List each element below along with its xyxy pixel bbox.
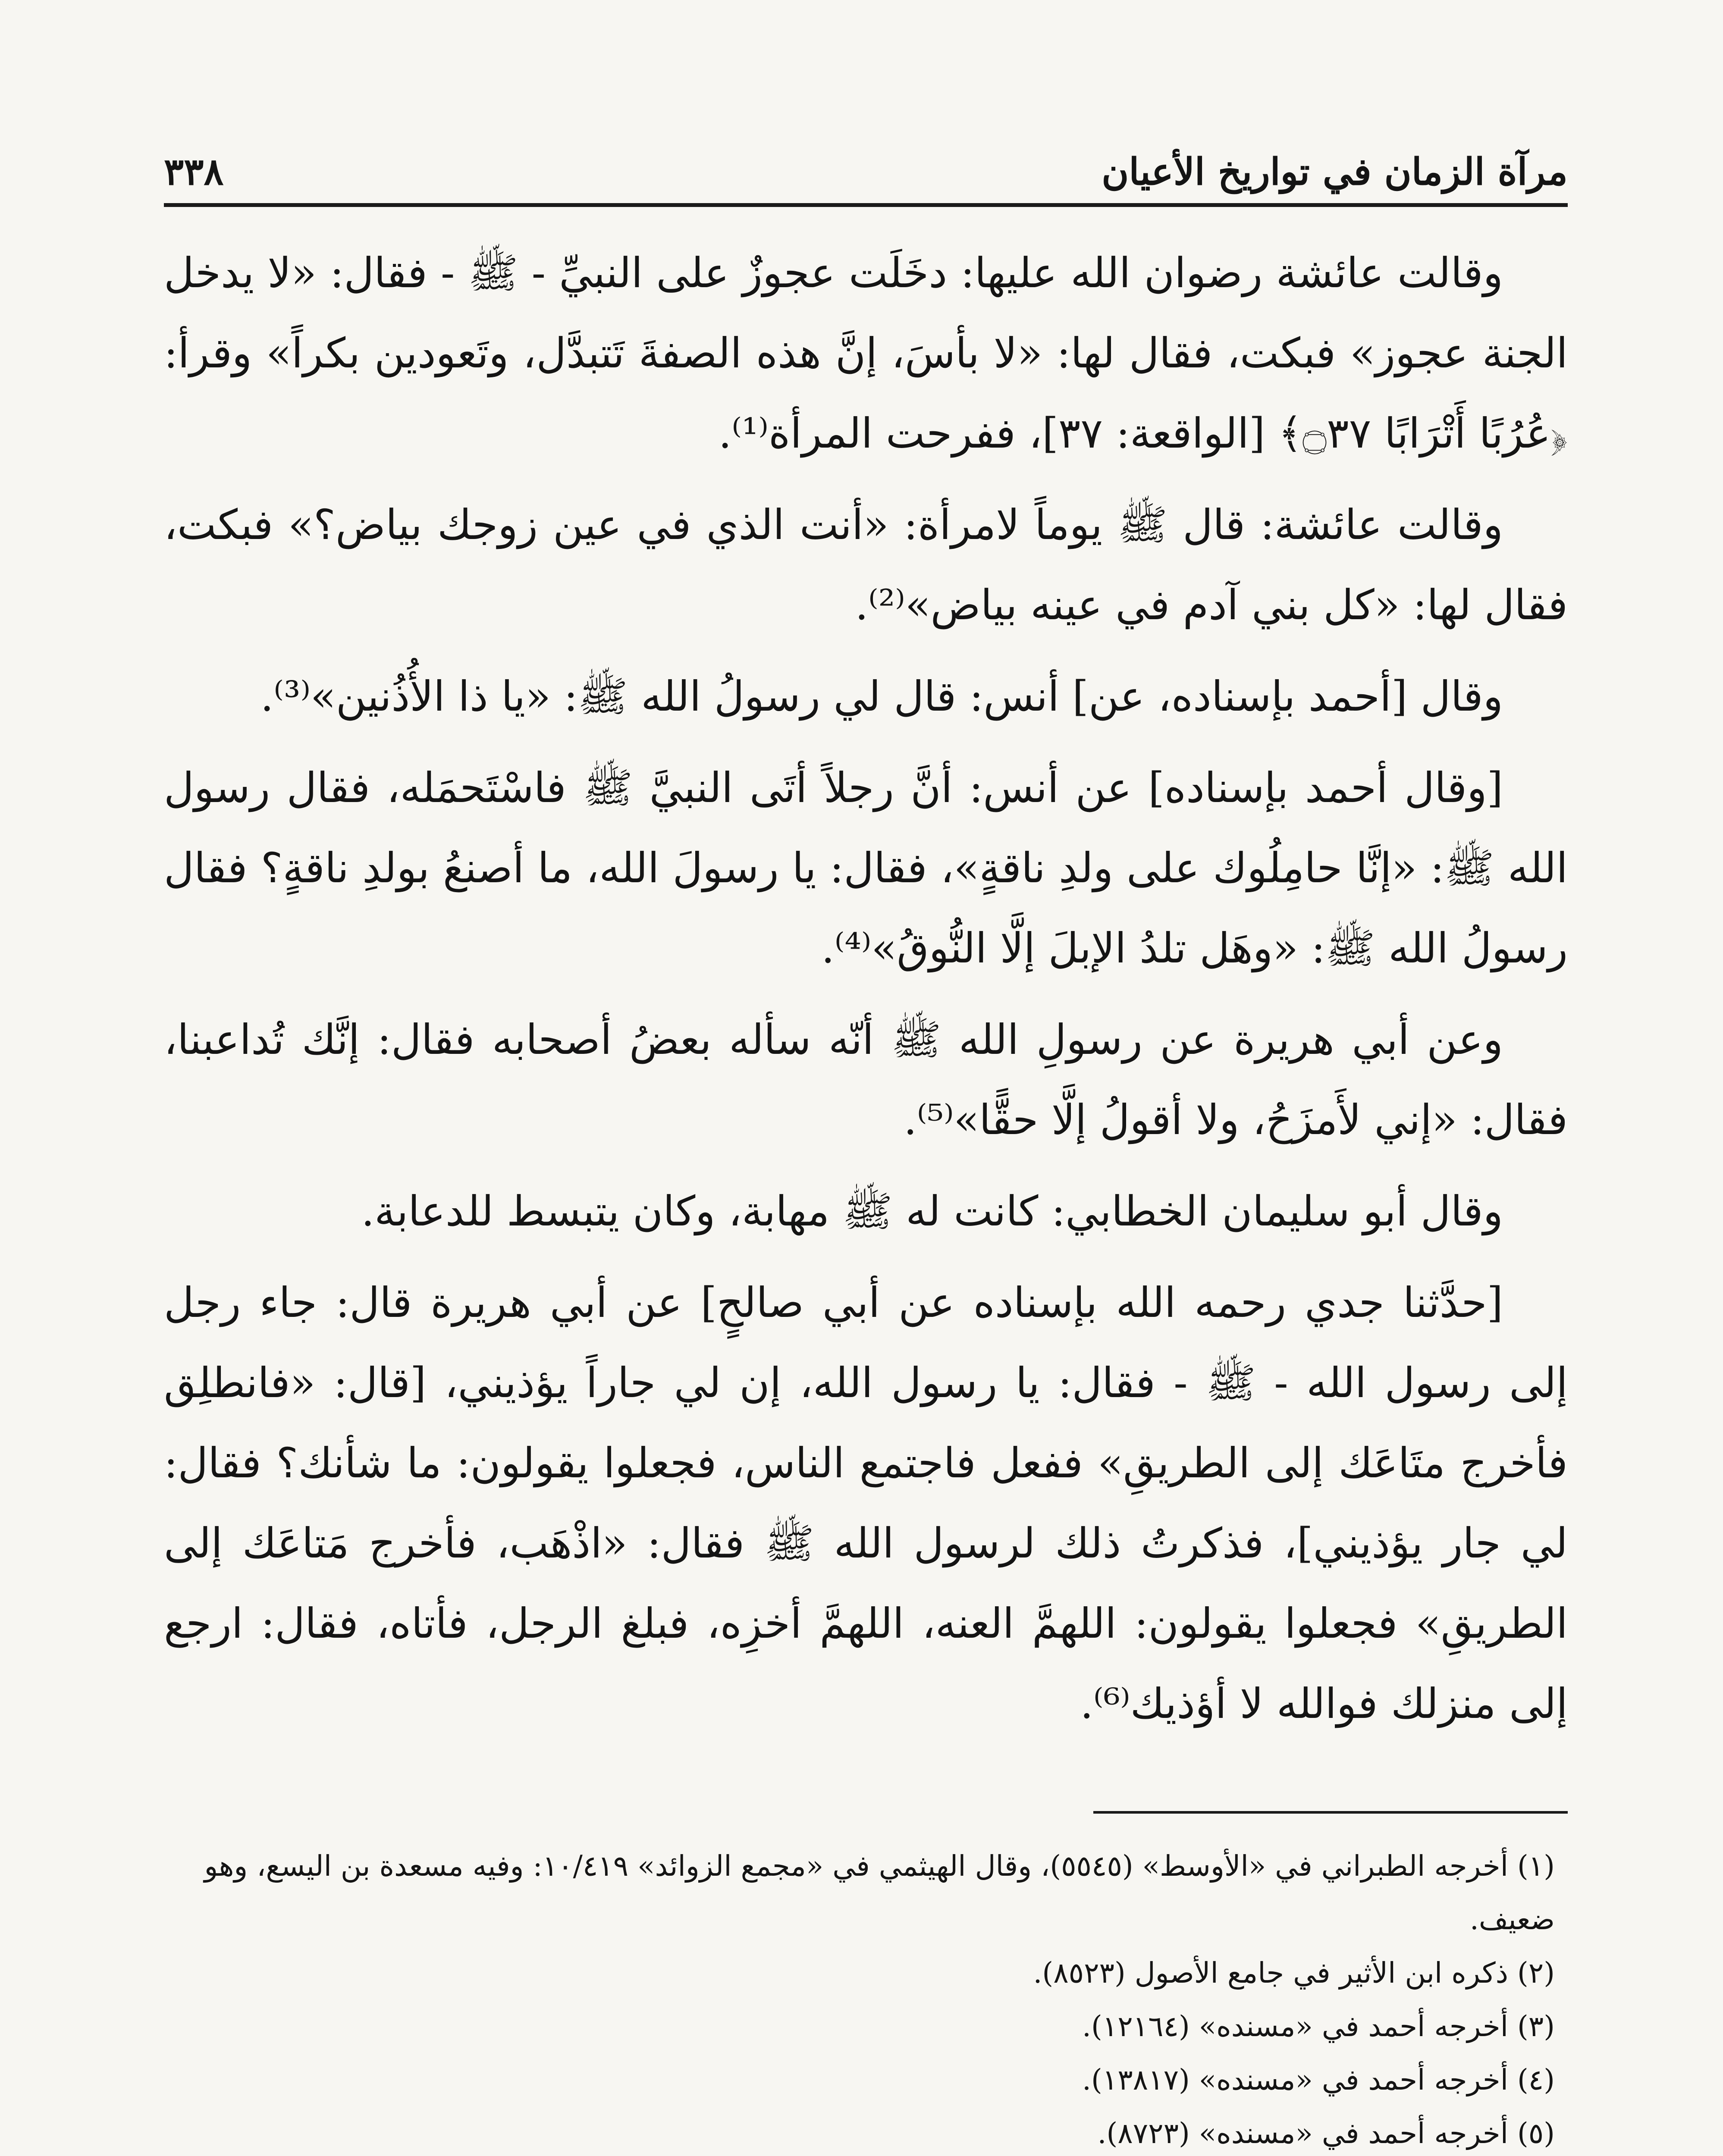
footnote-3: (٣) أخرجه أحمد في «مسنده» (١٢١٦٤).: [1082, 2010, 1555, 2043]
footnote-divider: [1093, 1811, 1568, 1814]
paragraph-6: وقال أبو سليمان الخطابي: كانت له ﷺ مهابة، وكان يتبسط للدعابة.: [361, 1187, 1503, 1235]
paragraph-3: وقال [أحمد بإسناده، عن] أنس: قال لي رسولُ الله ﷺ: «يا ذا الأُذُنين»⁽³⁾.: [260, 672, 1503, 721]
main-text: [164, 233, 1568, 1744]
running-title: مرآة الزمان في تواريخ الأعيان: [1102, 150, 1568, 194]
footnote-5: (٥) أخرجه أحمد في «مسنده» (٨٧٢٣).: [1097, 2117, 1555, 2150]
paragraph-7: [حدَّثنا جدي رحمه الله بإسناده عن أبي صالحٍ] عن أبي هريرة قال: جاء رجل إلى رسول الله - ﷺ - فقال: يا رسول الله، إن لي جاراً يؤذيني، [قال: «فانطلِق فأخرج متَاعَك إلى الطريقِ» ففعل فاجتمع الناس، فجعلوا يقولون: ما شأنك؟ فقال: لي جار يؤذيني]، فذكرتُ ذلك لرسول الله ﷺ فقال: «اذْهَب، فأخرج مَتاعَك إلى الطريقِ» فجعلوا يقولون: اللهمَّ العنه، اللهمَّ أخزِه، فبلغ الرجل، فأتاه، فقال: ارجع إلى منزلك فوالله لا أؤذيك⁽⁶⁾.: [164, 1279, 1568, 1728]
paragraph-1: وقالت عائشة رضوان الله عليها: دخَلَت عجوزٌ على النبيِّ - ﷺ - فقال: «لا يدخل الجنة عجوز» فبكت، فقال لها: «لا بأسَ، إنَّ هذه الصفةَ تَتبدَّل، وتَعودين بكراً» وقرأ: ﴿عُرُبًا أَتْرَابًا ۝٣٧﴾ [الواقعة: ٣٧]، ففرحت المرأة⁽¹⁾.: [164, 249, 1568, 458]
paragraph-2: وقالت عائشة: قال ﷺ يوماً لامرأة: «أنت الذي في عين زوجك بياض؟» فبكت، فقال لها: «كل بني آدم في عينه بياض»⁽²⁾.: [164, 501, 1568, 629]
footnote-4: (٤) أخرجه أحمد في «مسنده» (١٣٨١٧).: [1082, 2063, 1555, 2096]
footnote-2: (٢) ذكره ابن الأثير في جامع الأصول (٨٥٢٣).: [1033, 1956, 1555, 1990]
footnotes: [164, 1839, 1568, 2156]
footnote-1: (١) أخرجه الطبراني في «الأوسط» (٥٥٤٥)، وقال الهيثمي في «مجمع الزوائد» ١٠/٤١٩: وفيه مسعدة بن اليسع، وهو ضعيف.: [204, 1849, 1555, 1936]
page-number: ٣٣٨: [164, 150, 224, 194]
page-header: [164, 142, 1568, 207]
paragraph-4: [وقال أحمد بإسناده] عن أنس: أنَّ رجلاً أتَى النبيَّ ﷺ فاسْتَحمَله، فقال رسول الله ﷺ: «إنَّا حامِلُوك على ولدِ ناقةٍ»، فقال: يا رسولَ الله، ما أصنعُ بولدِ ناقةٍ؟ فقال رسولُ الله ﷺ: «وهَل تلدُ الإبلَ إلَّا النُّوقُ»⁽⁴⁾.: [164, 764, 1568, 972]
paragraph-5: وعن أبي هريرة عن رسولِ الله ﷺ أنّه سأله بعضُ أصحابه فقال: إنَّك تُداعبنا، فقال: «إني لأَمزَحُ، ولا أقولُ إلَّا حقًّا»⁽⁵⁾.: [164, 1015, 1568, 1144]
